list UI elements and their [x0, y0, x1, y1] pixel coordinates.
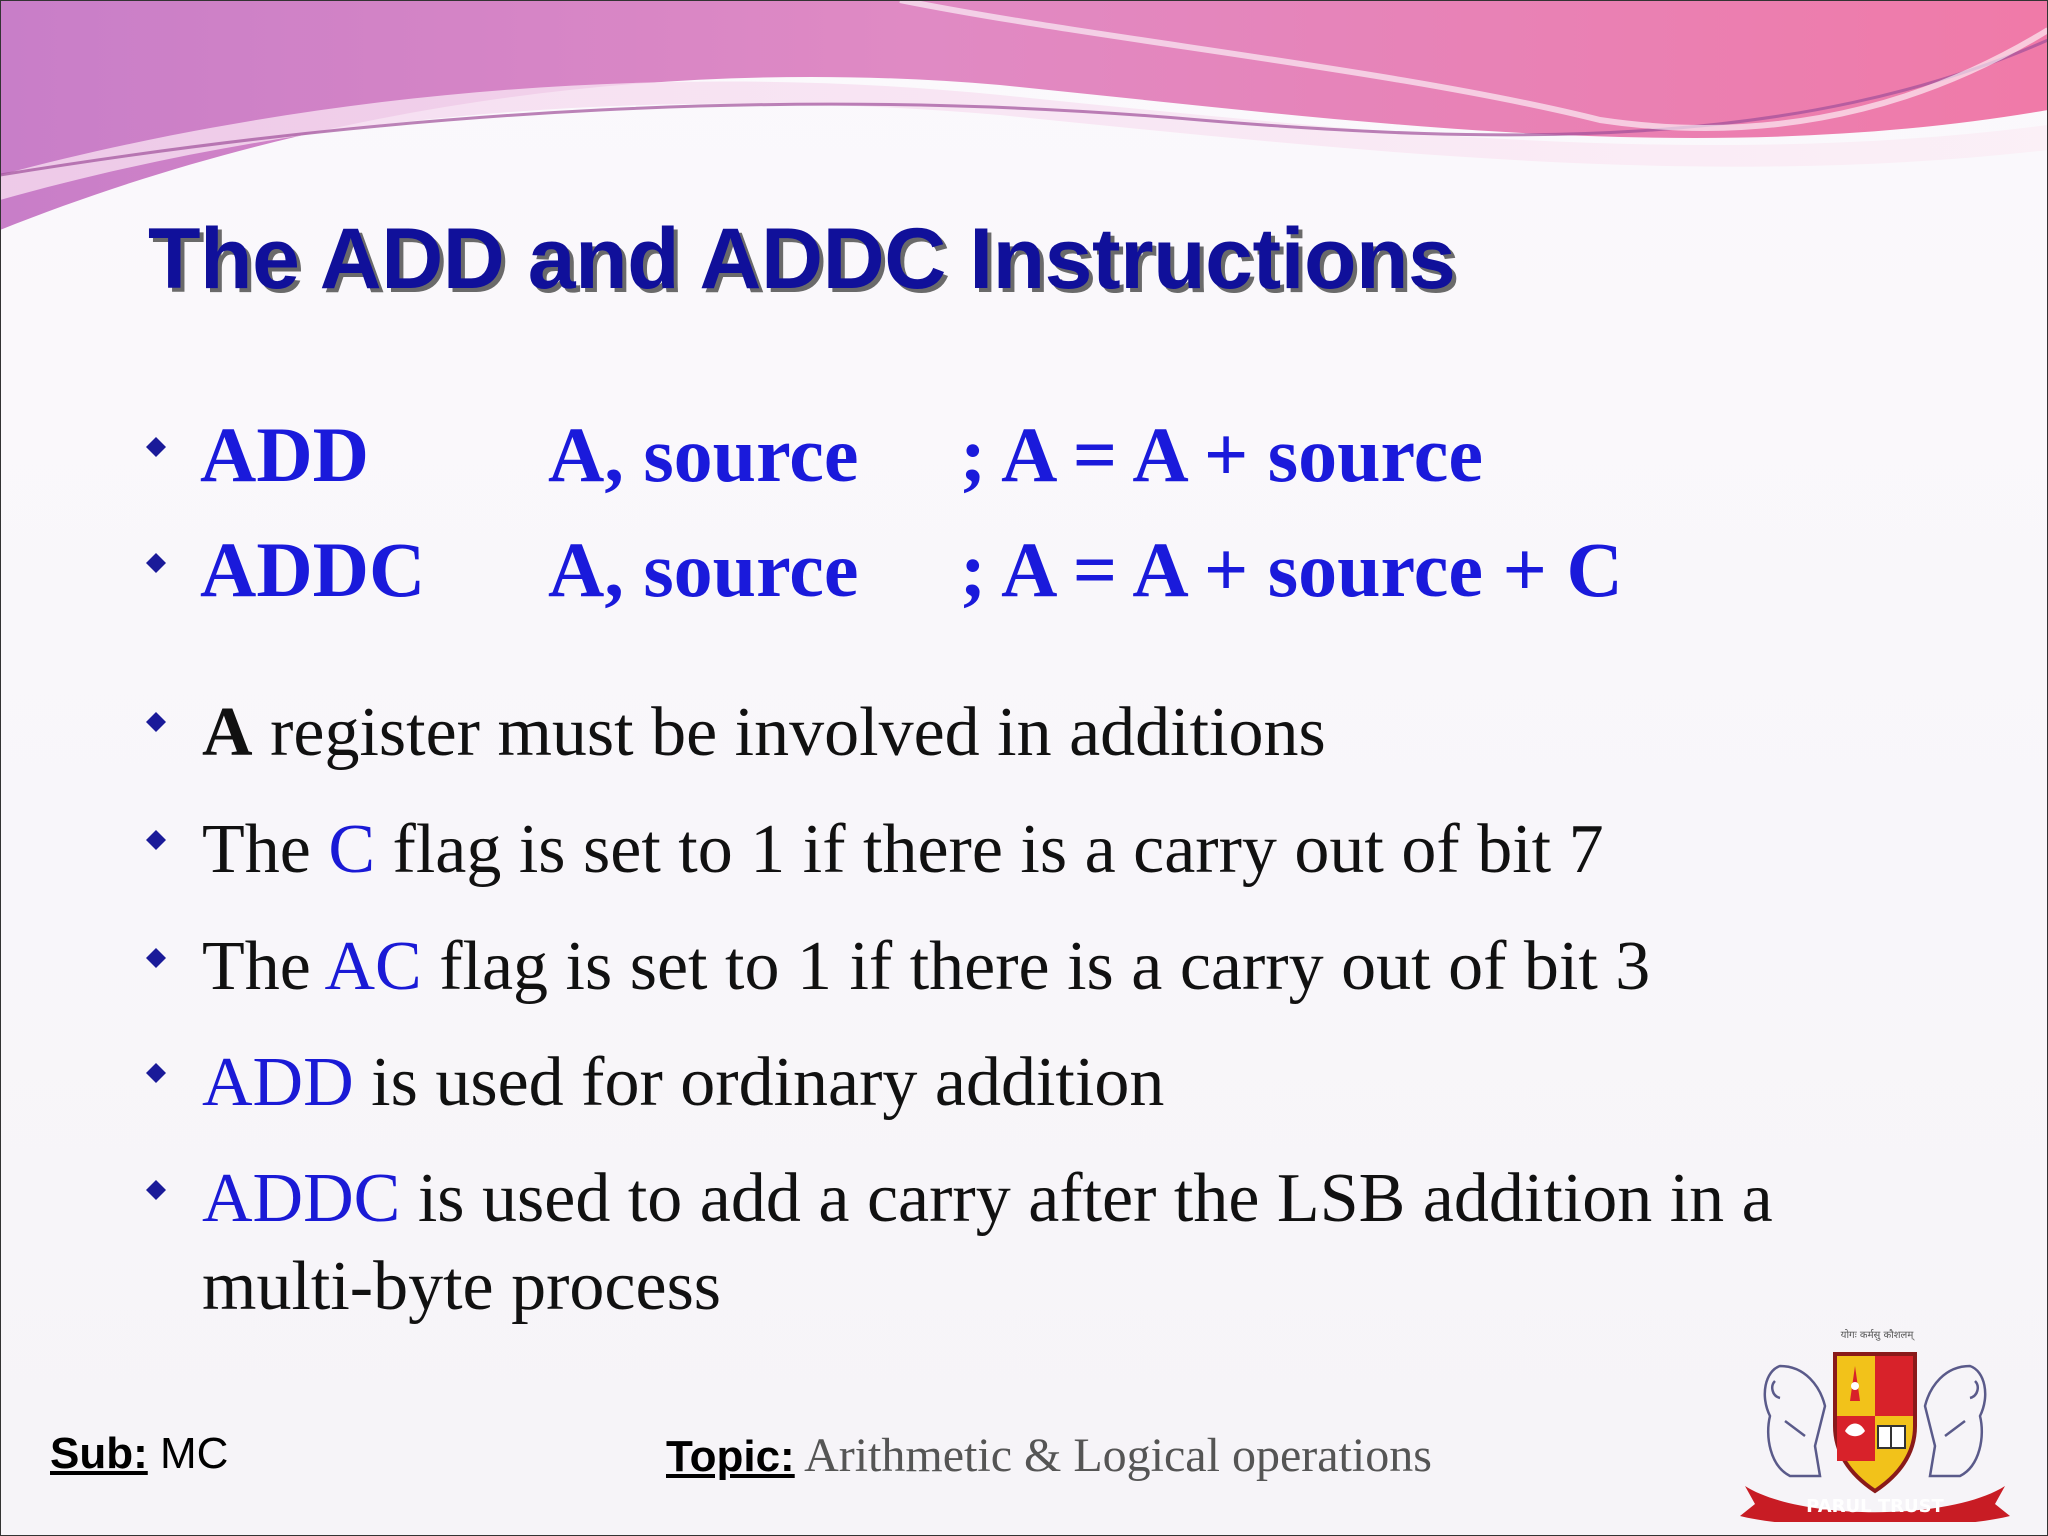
instr-addc-comment: ; A = A + source + C — [960, 526, 1623, 613]
instr-addc-mnemonic: ADDC — [200, 526, 426, 613]
bullet-add-usage: ADD is used for ordinary addition — [202, 1044, 1165, 1121]
header-swoosh — [0, 0, 2048, 240]
diamond-bullet-icon — [146, 712, 166, 732]
logo-banner-text: PARUL TRUST — [1806, 1496, 1944, 1517]
instr-addc-operands: A, source — [548, 526, 859, 613]
bullet-c-flag: The C flag is set to 1 if there is a carry out of bit 7 — [202, 811, 1604, 888]
parul-trust-logo — [1730, 1326, 2020, 1522]
diamond-bullet-icon — [146, 1063, 166, 1083]
instr-add-mnemonic: ADD — [200, 411, 369, 498]
diamond-bullet-icon — [146, 1180, 166, 1200]
logo-motto: योगः कर्मसु कौशलम् — [1840, 1330, 1914, 1341]
footer-subject: Sub: MC — [50, 1429, 229, 1478]
diamond-bullet-icon — [146, 553, 166, 573]
bullet-a-register: A register must be involved in additions — [202, 694, 1326, 771]
slide-title: The ADD and ADDC Instructions — [148, 211, 1456, 307]
diamond-bullet-icon — [146, 830, 166, 850]
instr-add-comment: ; A = A + source — [960, 411, 1483, 498]
bullet-ac-flag: The AC flag is set to 1 if there is a carry out of bit 3 — [202, 928, 1651, 1005]
diamond-bullet-icon — [146, 948, 166, 968]
instr-add-operands: A, source — [548, 411, 859, 498]
bullet-addc-usage-cont: multi-byte process — [202, 1248, 722, 1325]
diamond-bullet-icon — [146, 437, 166, 457]
bullet-addc-usage: ADDC is used to add a carry after the LSB addition in a — [202, 1160, 1773, 1237]
footer-topic: Topic: Arithmetic & Logical operations — [666, 1429, 1432, 1482]
